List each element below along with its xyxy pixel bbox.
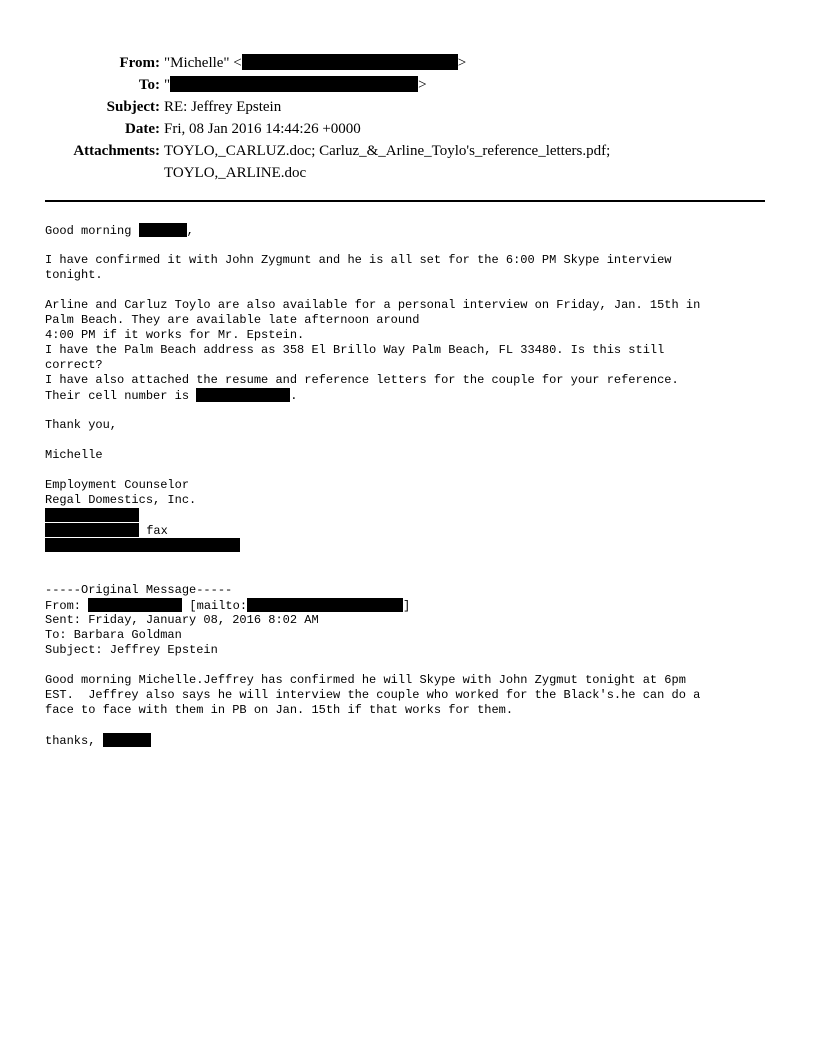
body-line: Palm Beach. They are available late afternoon around — [45, 313, 420, 327]
body-line: Arline and Carluz Toylo are also available for a personal interview on Friday, Jan. 15th in — [45, 298, 701, 312]
attachments-row — [0, 140, 816, 184]
redaction-block — [242, 54, 458, 70]
signature-fax — [45, 523, 775, 538]
redaction-block — [103, 733, 151, 747]
body-line: Good morning Michelle.Jeffrey has confirmed he will Skype with John Zygmut tonight at 6pm — [45, 673, 686, 687]
to-value — [160, 74, 427, 96]
body-line: face to face with them in PB on Jan. 15th if that works for them. — [45, 703, 514, 717]
original-subject-line: Subject: Jeffrey Epstein — [45, 643, 218, 657]
attachments-value[interactable]: TOYLO,_CARLUZ.doc; Carluz_&_Arline_Toylo's_reference_letters.pdf; TOYLO,_ARLINE.doc — [164, 143, 611, 181]
date-row — [0, 118, 816, 140]
date-value: Fri, 08 Jan 2016 14:44:26 +0000 — [164, 121, 361, 137]
redaction-block — [88, 598, 182, 612]
cell-number-period: . — [290, 389, 298, 403]
mailto-open: [mailto: — [182, 599, 248, 613]
signoff-line: Michelle — [45, 448, 103, 462]
to-quote: " — [164, 77, 171, 93]
original-message-marker: -----Original Message----- — [45, 583, 233, 597]
body-line: I have confirmed it with John Zygmunt and he is all set for the 6:00 PM Skype interview — [45, 253, 672, 267]
original-from-label: From: — [45, 599, 89, 613]
body-line: I have also attached the resume and reference letters for the couple for your reference. — [45, 373, 679, 387]
redaction-block — [45, 508, 139, 522]
original-sent-line: Sent: Friday, January 08, 2016 8:02 AM — [45, 613, 319, 627]
redaction-block — [45, 523, 139, 537]
greeting-comma: , — [186, 224, 194, 238]
redaction-block — [139, 223, 187, 237]
signature-phone — [45, 508, 775, 523]
greeting-line — [45, 223, 775, 238]
redaction-block — [45, 538, 240, 552]
signature-title: Employment Counselor — [45, 478, 190, 492]
from-label: From: — [119, 55, 160, 71]
body-line: correct? — [45, 358, 103, 372]
email-header — [0, 52, 816, 184]
from-value — [160, 52, 466, 74]
original-thanks-text: thanks, — [45, 734, 103, 748]
signature-company: Regal Domestics, Inc. — [45, 493, 197, 507]
body-line: I have the Palm Beach address as 358 El Brillo Way Palm Beach, FL 33480. Is this still — [45, 343, 665, 357]
header-divider — [45, 200, 765, 202]
from-row — [0, 52, 816, 74]
subject-value: RE: Jeffrey Epstein — [164, 99, 282, 115]
to-close: > — [418, 77, 427, 93]
greeting-text: Good morning — [45, 224, 139, 238]
cell-number-text: Their cell number is — [45, 389, 197, 403]
subject-row — [0, 96, 816, 118]
from-name: "Michelle" < — [164, 55, 242, 71]
redaction-block — [170, 76, 418, 92]
original-thanks-line — [45, 733, 775, 748]
body-line: EST. Jeffrey also says he will interview the couple who worked for the Black's.he can do a — [45, 688, 701, 702]
from-close: > — [457, 55, 467, 71]
body-line: 4:00 PM if it works for Mr. Epstein. — [45, 328, 305, 342]
mailto-close: ] — [403, 599, 411, 613]
email-body — [45, 223, 775, 748]
redaction-block — [247, 598, 403, 612]
original-from-line — [45, 598, 775, 613]
to-row — [0, 74, 816, 96]
to-label: To: — [138, 77, 160, 93]
original-to-line: To: Barbara Goldman — [45, 628, 182, 642]
thanks-line: Thank you, — [45, 418, 118, 432]
subject-label: Subject: — [106, 99, 160, 115]
fax-label: fax — [139, 524, 168, 538]
date-label: Date: — [125, 121, 160, 137]
body-line: tonight. — [45, 268, 103, 282]
signature-email — [45, 538, 775, 553]
cell-number-line — [45, 388, 775, 403]
attachments-label: Attachments: — [73, 143, 160, 159]
redaction-block — [196, 388, 290, 402]
